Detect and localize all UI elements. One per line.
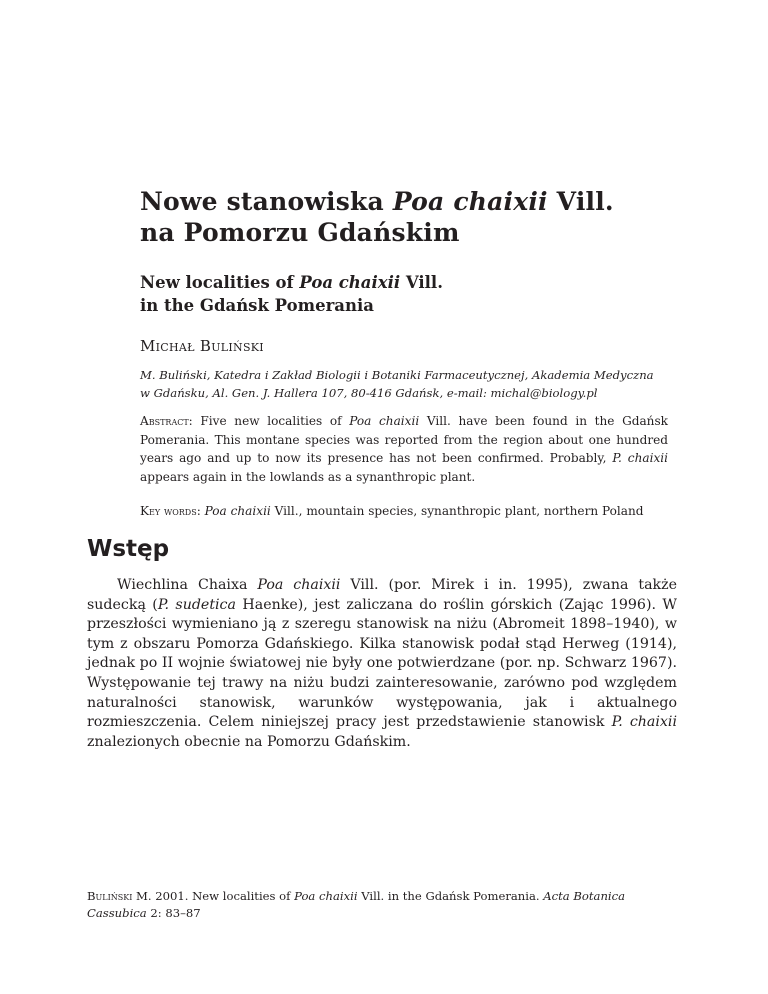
abstract-species-2: P. chaixii bbox=[612, 451, 669, 465]
intro-species-2: P. sudetica bbox=[157, 596, 236, 613]
keywords-text: Vill., mountain species, synanthropic plant, northern Poland bbox=[270, 504, 644, 518]
abstract-text-2: Vill. have been found in the Gdańsk Pomerania. This montane species was reported from the region about one hundred years ago and up to now its presence has not been confirmed. Probably, bbox=[140, 414, 669, 465]
affiliation-line1: M. Buliński, Katedra i Zakład Biologii i Botaniki Farmaceutycznej, Akademia Medyczna bbox=[140, 368, 654, 382]
citation-text-1: M. 2001. New localities of bbox=[132, 889, 295, 903]
title-line1-author-abbrev: Vill. bbox=[547, 187, 614, 216]
introduction-paragraph bbox=[87, 576, 677, 752]
intro-species-3: P. chaixii bbox=[611, 714, 678, 731]
intro-text-4: znalezionych obecnie na Pomorzu Gdańskim. bbox=[87, 733, 411, 750]
citation-species: Poa chaixii bbox=[294, 889, 358, 903]
subtitle-species-name: Poa chaixii bbox=[299, 273, 401, 292]
title-species-name: Poa chaixii bbox=[392, 187, 548, 216]
affiliation-line2: w Gdańsku, Al. Gen. J. Hallera 107, 80-416 Gdańsk, e-mail: michal@biology.pl bbox=[140, 386, 598, 400]
abstract-species-1: Poa chaixii bbox=[349, 414, 420, 428]
subtitle-line1-text: New localities of bbox=[140, 273, 300, 292]
citation-author: Buliński bbox=[87, 889, 133, 903]
citation-text-3: 2: 83–87 bbox=[146, 906, 201, 920]
title-line1-text: Nowe stanowiska bbox=[140, 187, 393, 216]
abstract-text-3: appears again in the lowlands as a synanthropic plant. bbox=[140, 469, 476, 484]
intro-text-2: Vill. (por. Mirek i in. 1995), zwana także sudecką ( bbox=[87, 577, 677, 613]
keywords-species: Poa chaixii bbox=[200, 504, 271, 518]
author-name: Michał Buliński bbox=[140, 337, 264, 355]
author-affiliation bbox=[140, 366, 680, 402]
article-citation bbox=[87, 888, 677, 922]
subtitle-line2-text: in the Gdańsk Pomerania bbox=[140, 296, 374, 315]
paper-title-english bbox=[140, 271, 700, 317]
section-heading-introduction: Wstęp bbox=[87, 536, 170, 562]
abstract-label: Abstract: bbox=[140, 414, 193, 428]
abstract-text-1: Five new localities of bbox=[192, 414, 350, 428]
intro-text-3: Haenke), jest zaliczana do roślin górskich (Zając 1996). W przeszłości wymieniano ją z szeregu stanowisk na niżu (Abromeit 1898–1940), w tym z obszaru Pomorza Gdańskiego. Kilka stanowisk podał stąd Herweg (1914), jednak po II wojnie światowej nie były one potwierdzane (por. np. Schwarz 1967). Występowanie tej trawy na niżu budzi zainteresowanie, zarówno pod względem naturalności stanowisk, warunków występowania, jak i aktualnego rozmieszczenia. Celem niniejszej pracy jest przedstawienie stanowisk bbox=[87, 596, 677, 731]
citation-journal: Acta Botanica Cassubica bbox=[87, 889, 626, 920]
citation-text-2: Vill. in the Gdańsk Pomerania. bbox=[357, 889, 544, 903]
title-line2-text: na Pomorzu Gdańskim bbox=[140, 218, 460, 247]
keywords-label: Key words: bbox=[140, 504, 201, 518]
keywords bbox=[140, 504, 700, 518]
intro-text-1: Wiechlina Chaixa bbox=[117, 577, 258, 593]
paper-title-polish bbox=[140, 186, 700, 248]
abstract bbox=[140, 412, 668, 486]
subtitle-line1-author-abbrev: Vill. bbox=[400, 273, 443, 292]
intro-species-1: Poa chaixii bbox=[257, 577, 341, 593]
